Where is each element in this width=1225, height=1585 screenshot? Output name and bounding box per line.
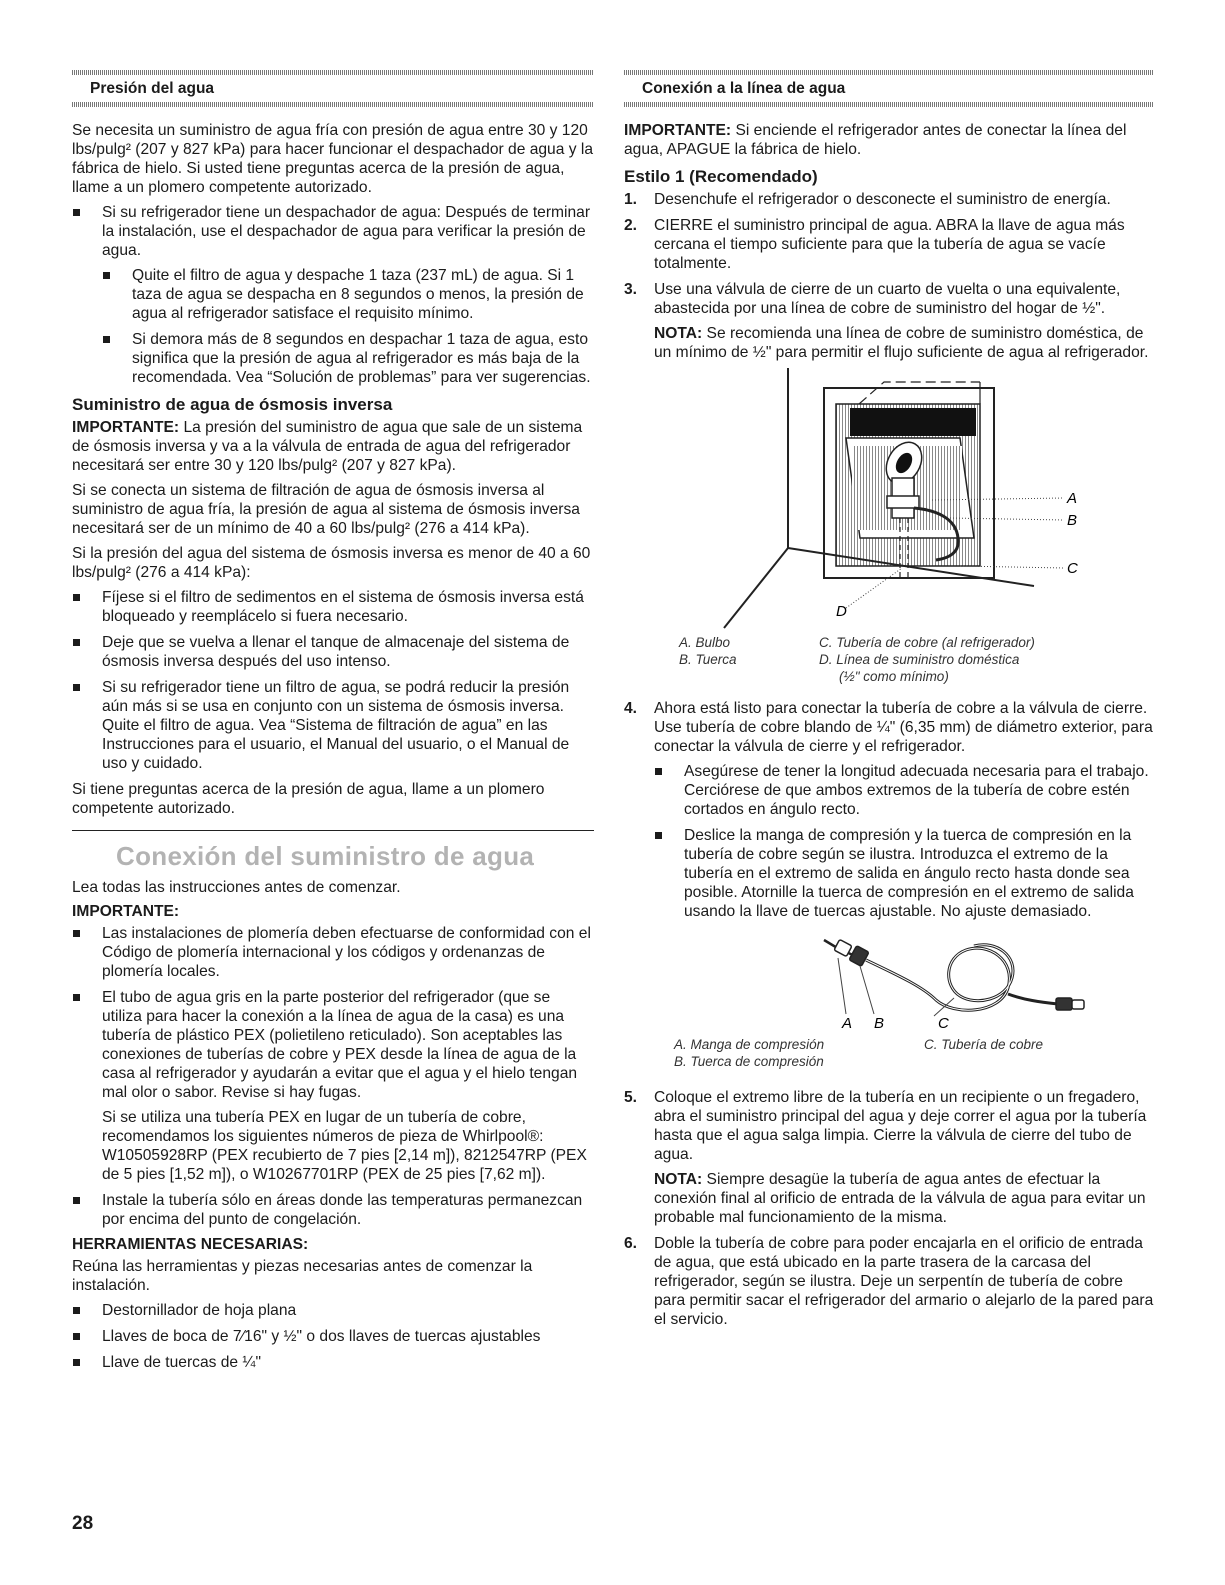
caption-b: B. Tuerca: [679, 652, 737, 667]
label-b: B: [1067, 512, 1078, 529]
list-item: Quite el filtro de agua y despache 1 taza (237 mL) de agua. Si 1 taza de agua se despacha en 8 segundos o menos, la presión de agua al refrigerador satisface el requisito mínimo.: [102, 266, 594, 323]
tools-list: [72, 1301, 594, 1372]
caption-d: D. Línea de suministro doméstica: [819, 652, 1020, 667]
tubing-illustration: [774, 928, 1134, 1028]
list-item: Si su refrigerador tiene un filtro de agua, se podrá reducir la presión aún más si se usa en conjunto con un sistema de ósmosis inversa. Quite el filtro de agua. Vea “Sistema de filtración de agua” en las Instrucciones para el usuario, el Manual del usuario, o el Manual de uso y cuidado.: [72, 678, 594, 773]
list-item: Destornillador de hoja plana: [72, 1301, 594, 1320]
label-a: A: [1067, 490, 1078, 507]
caption-c: C. Tubería de cobre (al refrigerador): [819, 635, 1035, 650]
tubing-diagram: [654, 928, 1154, 1028]
left-column: [72, 70, 594, 1379]
label-a: A: [842, 1015, 853, 1028]
paragraph: Si tiene preguntas acerca de la presión de agua, llame a un plomero competente autorizado.: [72, 781, 545, 817]
step-number: 5.: [624, 1089, 638, 1106]
caption-a: A. Bulbo: [679, 635, 731, 650]
section-title-water-connection: Conexión del suministro de agua: [116, 841, 535, 871]
paragraph: Si la presión del agua del sistema de ósmosis inversa es menor de 40 a 60 lbs/pulg² (276 a 414 kPa):: [72, 545, 591, 581]
paragraph: Reúna las herramientas y piezas necesarias antes de comenzar la instalación.: [72, 1258, 533, 1294]
bullet-list: [72, 203, 594, 387]
list-item: Asegúrese de tener la longitud adecuada necesaria para el trabajo. Cerciórese de que ambos extremos de la tubería de cobre estén cortados en ángulo recto.: [654, 762, 1154, 819]
note-label: NOTA:: [654, 325, 703, 342]
important-text: Si enciende el refrigerador antes de conectar la línea del agua, APAGUE la fábrica de hielo.: [624, 122, 1127, 158]
list-item: Fíjese si el filtro de sedimentos en el sistema de ósmosis inversa está bloqueado y reemplácelo si fuera necesario.: [72, 588, 594, 626]
step-text: Coloque el extremo libre de la tubería en un recipiente o un fregadero, abra el suministro principal del agua y deje correr el agua por la tubería hasta que el agua salga limpia. Cierre la válvula de cierre del tubo de agua.: [654, 1089, 1147, 1163]
caption-a: A. Manga de compresión: [674, 1037, 825, 1052]
important-label: IMPORTANTE:: [72, 419, 180, 436]
list-item: Deje que se vuelva a llenar el tanque de almacenaje del sistema de ósmosis inversa después del uso intenso.: [72, 633, 594, 671]
list-item: Las instalaciones de plomería deben efectuarse de conformidad con el Código de plomería internacional y los códigos y ordenanzas de plomería locales.: [72, 924, 594, 981]
note: [654, 324, 1154, 362]
step-item: [624, 699, 1154, 1070]
bullet-list: [72, 588, 594, 773]
step-item: [624, 216, 1154, 273]
section-header-water-line: [624, 70, 1154, 107]
caption-b: B. Tuerca de compresión: [674, 1054, 824, 1069]
list-item: Deslice la manga de compresión y la tuerca de compresión en la tubería de cobre según se ilustra. Introduzca el extremo de la tubería en el extremo de salida en ángulo recto hasta donde sea posible. Atornille la tuerca de compresión en el extremo de salida usando la llave de tuercas ajustable. No ajuste demasiado.: [654, 826, 1154, 921]
step-item: [624, 1088, 1154, 1227]
list-item: Instale la tubería sólo en áreas donde las temperaturas permanezcan por encima del punto de congelación.: [72, 1191, 594, 1229]
paragraph: [624, 121, 1154, 159]
important-text: La presión del suministro de agua que sale de un sistema de ósmosis inversa y va a la válvula de entrada de agua del refrigerador necesitará ser entre 30 y 120 lbs/pulg² (207 y 827 kPa).: [72, 419, 583, 474]
list-item: [72, 988, 594, 1184]
note-label: NOTA:: [654, 1171, 703, 1188]
step-text: Ahora está listo para conectar la tubería de cobre a la válvula de cierre. Use tubería de cobre blando de ¼" (6,35 mm) de diámetro exterior, para conectar la válvula de cierre y el refrigerador.: [654, 700, 1153, 755]
label-d: D: [836, 603, 847, 620]
list-item: Llave de tuercas de ¼": [72, 1353, 594, 1372]
caption-d-note: (½" como mínimo): [839, 669, 949, 684]
step-text: Doble la tubería de cobre para poder encajarla en el orificio de entrada de agua, que está ubicado en la parte trasera de la carcasa del refrigerador, según se ilustra. Deje un serpentín de tubería de cobre para permitir sacar el refrigerador del armario o alejarlo de la pared para el servicio.: [654, 1235, 1154, 1328]
list-item-text: Si su refrigerador tiene un despachador de agua: Después de terminar la instalación, use el despachador de agua para verificar la presión de agua.: [102, 204, 591, 259]
steps-list: [624, 190, 1154, 1329]
tubing-diagram-caption: [674, 1036, 1154, 1070]
section-header-water-pressure: [72, 70, 594, 107]
paragraph: Lea todas las instrucciones antes de comenzar.: [72, 879, 401, 896]
step-number: 2.: [624, 217, 638, 234]
step-number: 6.: [624, 1235, 638, 1252]
section-divider: [72, 830, 594, 831]
list-item: Si demora más de 8 segundos en despachar 1 taza de agua, esto significa que la presión de agua al refrigerador es más baja de la recomendada. Vea “Solución de problemas” para ver sugerencias.: [102, 330, 594, 387]
subheading-style-1: Estilo 1 (Recomendado): [624, 167, 818, 186]
note-text: Se recomienda una línea de cobre de suministro doméstica, de un mínimo de ½" para permitir el flujo suficiente de agua al refrigerador.: [654, 325, 1149, 361]
list-item: Llaves de boca de 7⁄16" y ½" o dos llaves de tuercas ajustables: [72, 1327, 594, 1346]
step-text: Desenchufe el refrigerador o desconecte el suministro de energía.: [654, 191, 1111, 208]
paragraph: Se necesita un suministro de agua fría con presión de agua entre 30 y 120 lbs/pulg² (207 y 827 kPa) para hacer funcionar el despachador de agua y la fábrica de hielo. Si usted tiene preguntas acerca de la presión de agua, llame a un plomero competente autorizado.: [72, 122, 593, 196]
step-number: 4.: [624, 700, 638, 717]
note: [654, 1170, 1154, 1227]
section-title: Presión del agua: [90, 80, 215, 97]
subheading-reverse-osmosis: Suministro de agua de ósmosis inversa: [72, 395, 393, 414]
paragraph: [72, 418, 594, 475]
valve-diagram: [654, 368, 1154, 630]
important-heading: IMPORTANTE:: [72, 903, 180, 920]
caption-c: C. Tubería de cobre: [924, 1037, 1044, 1052]
label-b: B: [874, 1015, 885, 1028]
list-item-text: Si se utiliza una tubería PEX en lugar de un tubería de cobre, recomendamos los siguientes números de pieza de Whirlpool®: W10505928RP (PEX recubierto de 7 pies [2,14 m]), 8212547RP (PEX de 5 pies [1,52 m]), o W10267701RP (PEX de 25 pies [7,62 m]).: [102, 1109, 587, 1183]
step-text: CIERRE el suministro principal de agua. ABRA la llave de agua más cercana el tiempo suficiente para que la tubería de agua se vacíe totalmente.: [654, 217, 1125, 272]
step-number: 1.: [624, 191, 638, 208]
list-item-text: El tubo de agua gris en la parte posterior del refrigerador (que se utiliza para hacer la conexión a la línea de agua de la casa) es una tubería de plástico PEX (polietileno reticulado). Son aceptables las conexiones de tuberías de cobre y PEX desde la línea de agua de la casa al refrigerador y ayudarán a evitar que el agua y el hielo tengan mal olor o sabor. Revise si hay fugas.: [102, 989, 578, 1101]
right-column: [624, 70, 1154, 1336]
bullet-list: [72, 924, 594, 1229]
nested-bullet-list: [102, 266, 594, 387]
step-item: [624, 190, 1154, 209]
page-number: 28: [72, 1513, 94, 1534]
paragraph: Si se conecta un sistema de filtración de agua de ósmosis inversa al suministro de agua fría, la presión de agua al sistema de ósmosis inversa necesitará ser de un mínimo de 40 a 60 lbs/pulg² (276 a 414 kPa).: [72, 482, 580, 537]
step-item: [624, 280, 1154, 685]
section-title: Conexión a la línea de agua: [642, 80, 846, 97]
label-c: C: [938, 1015, 949, 1028]
tools-heading: HERRAMIENTAS NECESARIAS:: [72, 1236, 309, 1253]
step-item: [624, 1234, 1154, 1329]
valve-diagram-caption: [679, 634, 1154, 685]
step-text: Use una válvula de cierre de un cuarto de vuelta o una equivalente, abastecida por una línea de cobre de suministro del hogar de ½".: [654, 281, 1121, 317]
important-label: IMPORTANTE:: [624, 122, 732, 139]
step-number: 3.: [624, 281, 638, 298]
list-item: [72, 203, 594, 387]
valve-illustration: [674, 368, 1094, 630]
bullet-list: [654, 762, 1154, 921]
note-text: Siempre desagüe la tubería de agua antes de efectuar la conexión final al orificio de entrada de la válvula de agua para evitar un probable mal funcionamiento de la misma.: [654, 1171, 1146, 1226]
label-c: C: [1067, 560, 1078, 577]
